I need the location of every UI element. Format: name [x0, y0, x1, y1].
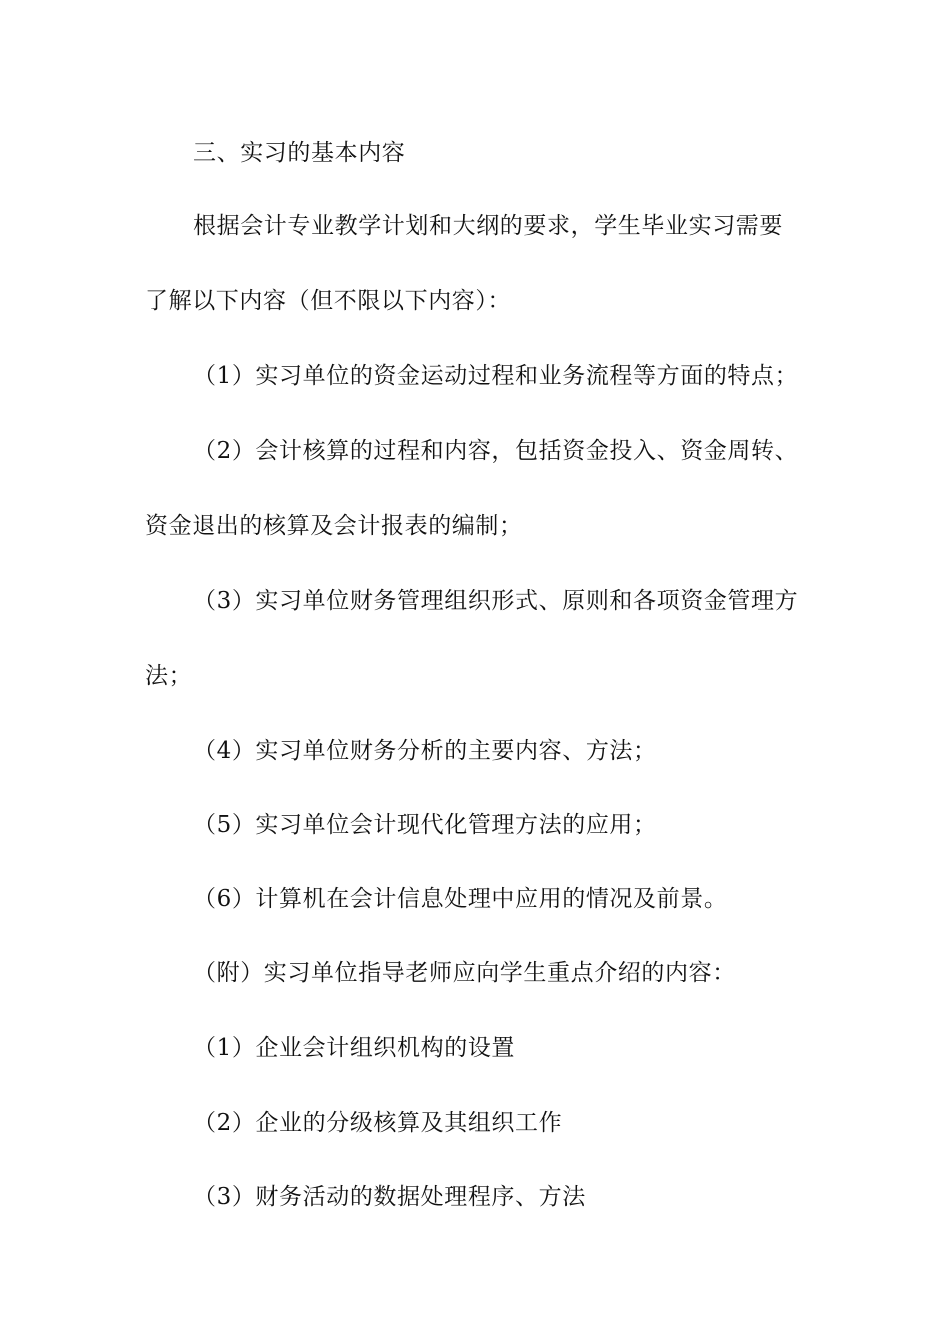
content-item-5: （5）实习单位会计现代化管理方法的应用； — [193, 812, 657, 838]
content-item-3-line-1: （3）实习单位财务管理组织形式、原则和各项资金管理方 — [193, 588, 799, 614]
section-heading: 三、实习的基本内容 — [193, 140, 406, 166]
intro-paragraph-line-1: 根据会计专业教学计划和大纲的要求，学生毕业实习需要 — [193, 213, 783, 239]
content-item-6: （6）计算机在会计信息处理中应用的情况及前景。 — [193, 886, 728, 912]
intro-paragraph-line-2: 了解以下内容（但不限以下内容）： — [145, 288, 512, 314]
appendix-item-3: （3）财务活动的数据处理程序、方法 — [193, 1184, 586, 1210]
content-item-2-line-2: 资金退出的核算及会计报表的编制； — [145, 513, 523, 539]
appendix-item-2: （2）企业的分级核算及其组织工作 — [193, 1110, 563, 1136]
appendix-item-1: （1）企业会计组织机构的设置 — [193, 1035, 516, 1061]
content-item-4: （4）实习单位财务分析的主要内容、方法； — [193, 738, 657, 764]
content-item-1: （1）实习单位的资金运动过程和业务流程等方面的特点； — [193, 363, 799, 389]
appendix-heading: （附）实习单位指导老师应向学生重点介绍的内容： — [193, 960, 736, 986]
content-item-2-line-1: （2）会计核算的过程和内容，包括资金投入、资金周转、 — [193, 438, 799, 464]
content-item-3-line-2: 法； — [145, 663, 193, 689]
